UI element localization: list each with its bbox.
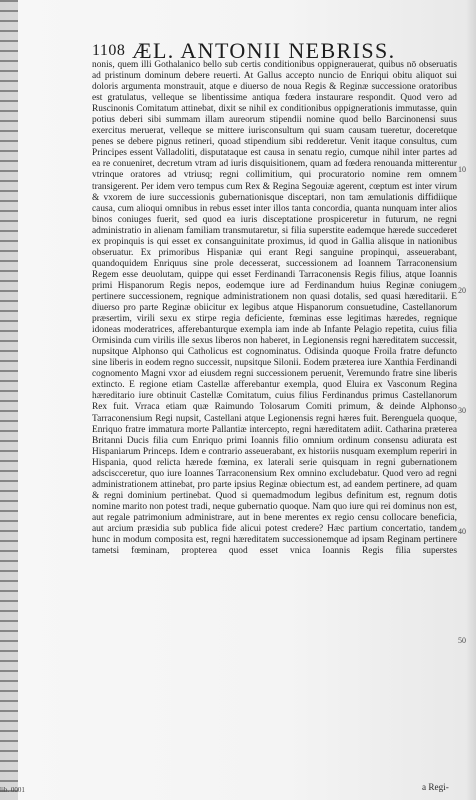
- page-number: 1108: [92, 42, 126, 59]
- text-line-22: pertinere successionem, regnique administrationem non quasi dotalis, sed quasi hæreditarii. E: [92, 291, 457, 302]
- running-header: [92, 38, 452, 62]
- text-line-21: primi Hispanorum Regis nepos, eodemque iure ad Ferdinandum huius Reginæ coniugem: [92, 280, 457, 291]
- margin-number-20: 20: [458, 286, 466, 295]
- text-line-48: [92, 579, 457, 590]
- text-line-34: Enriquo fratre immatura morte Pallantiæ intercepto, regni hæreditatem adiit. Catharina præterea: [92, 424, 457, 435]
- text-line-52: [92, 623, 457, 634]
- text-line-44: hunc in modum composita est, regni hæreditatem successionemque ad ipsam Reginam pertinere: [92, 535, 457, 546]
- text-line-16: administratio in alienam familiam transmutaretur, si filia superstite eademque hærede succederet: [92, 225, 457, 236]
- text-line-23: diuerso pro parte Reginæ obiicitur ex legibus atque Hispanorum consuetudine, Castellanorum: [92, 303, 457, 314]
- text-line-50: [92, 601, 457, 612]
- text-line-38: adsciscceretur, quo iure Ioannes Tarraconensium Rex omnino excludebatur. Quod vero ad regni: [92, 468, 457, 479]
- text-line-9: Principes essent Valladoliti, disputataque est causa in senatu regio, cumque nihil inter partes ad: [92, 148, 457, 159]
- text-line-57: [92, 679, 457, 690]
- text-line-40: & regni dominium pertinebat. Quod si quemadmodum legibus definitum est, regnum dotis: [92, 490, 457, 501]
- text-line-33: Tarraconensium Regi nupsit, Castellani atque Legionensis regni hæres fuit. Berenguela quoque,: [92, 413, 457, 424]
- text-line-39: administrationem attinebat, pro parte ipsius Reginæ obiectum est, ad eandem pertinere, ad quam: [92, 479, 457, 490]
- catchword: a Regi-: [422, 782, 449, 792]
- library-stamp: lib. 0001: [0, 786, 25, 794]
- text-line-63: [92, 745, 457, 756]
- text-line-35: Britanni Ducis filia cum Enriquo primi Ioannis filio omnium ordinum consensu adiurata est: [92, 435, 457, 446]
- text-line-8: penes se debere pignus retineri, quoad stipendium sibi redderetur. Venit itaque consultus, cum: [92, 137, 457, 148]
- text-line-18: obseruatur. Ex primoribus Hispaniæ qui erant Regi sanguine propinqui, asseuerabant,: [92, 247, 457, 258]
- text-line-65: [92, 767, 457, 778]
- text-line-6: potius deberi sibi summam illam aureorum stipendii nomine quod bello Barcinonensi suus: [92, 115, 457, 126]
- text-line-12: transigerent. Per idem vero tempus cum Rex & Regina Segouiæ agerent, cœptum est inter virum: [92, 181, 457, 192]
- text-line-41: nomine marito non potest tradi, neque gubernatio quoque. Nam quo iure qui rei dominus non est,: [92, 501, 457, 512]
- text-line-62: [92, 734, 457, 745]
- text-line-43: aut arcium præsidia sub publica fide alicui potest credere? Hæc partium concertatio, tandem: [92, 523, 457, 534]
- text-line-4: est gratulatus, velleque se libentissime antiqua fœdera instaurare respondit. Quod vero ad: [92, 93, 457, 104]
- text-line-30: extincto. E regione etiam Castellæ afferebantur exempla, quod Eluira ex Vasconum Regina: [92, 380, 457, 391]
- book-spine-shadow: [0, 0, 18, 800]
- text-line-5: Ruscinonis Comitatum attinebat, dixit se nihil ex conditionibus oppignerationis immutasse, quin: [92, 104, 457, 115]
- text-line-42: aut regale patrimonium administrare, aut in bene merentes ex regio censu collocare beneficia,: [92, 512, 457, 523]
- text-line-61: [92, 723, 457, 734]
- text-line-29: cognomento Magni vxor ad eiusdem regni successionem peruenit, Veremundo fratre sine liberis: [92, 369, 457, 380]
- margin-number-30: 30: [458, 406, 466, 415]
- text-line-15: binos coniuges fuerit, sed quod ea iuris disceptatione prospiceretur in futurum, ne regni: [92, 214, 457, 225]
- text-line-2: ad pristinum dominum debere reuerti. At Gallus accepto nuncio de Enriqui obitu aliquot sui: [92, 71, 457, 82]
- text-line-53: [92, 634, 457, 645]
- text-line-20: Regem esse deuolutam, quippe qui esset Ferdinandi Tarraconensis Regis filius, atque Ioannis: [92, 269, 457, 280]
- text-line-36: Hispaniarum Princeps. Idem e contrario asseuerabant, ex historiis nusquam exemplum reperiri in: [92, 446, 457, 457]
- text-line-55: [92, 657, 457, 668]
- text-line-19: quandoquidem Enriquus sine prole decesserat, successionem ad Ioannem Tarraconensium: [92, 258, 457, 269]
- text-line-13: & vxorem de iure successionis gubernationisque disceptari, non tam æmulationis diffidiique: [92, 192, 457, 203]
- text-line-26: Ormisinda cum virilis ille sexus liberos non haberet, in Legionensis regni hæreditatem successit,: [92, 336, 457, 347]
- text-line-59: [92, 701, 457, 712]
- text-line-56: [92, 668, 457, 679]
- text-line-10: ea re conueniret, decretum vtram ad iuris disquisitionem, quam ad fœdera renouanda mitterentur: [92, 159, 457, 170]
- text-line-25: idoneas moderatrices, afferebanturque exempla iam inde ab Infante Pelagio repetita, cuius filia: [92, 325, 457, 336]
- text-line-31: hæreditario iure obtinuit Castellæ Comitatum, cuius filius Ferdinandus primus Castellanorum: [92, 391, 457, 402]
- margin-number-40: 40: [458, 527, 466, 536]
- text-line-14: causa, cum alioqui omnibus in rebus esset inter illos tanta concordia, quanta nunquam inter alios: [92, 203, 457, 214]
- margin-number-50: 50: [458, 636, 466, 645]
- text-line-45: tametsi fœminam, propterea quod esset vnica Ioannis Regis filia superstes: [92, 546, 457, 557]
- text-line-27: nupsitque Alphonso qui Catholicus est cognominatus. Odisinda quoque Froila fratre defuncto: [92, 347, 457, 358]
- text-line-32: Rex fuit. Vrraca etiam quæ Raimundo Tolosarum Comiti primum, & deinde Alphonso: [92, 402, 457, 413]
- text-line-24: præsertim, virili sexu ex stirpe regia deficiente, fœminas esse legitimas hæredes, regnique: [92, 314, 457, 325]
- text-line-11: vtrinque oratores ad vtriusq; regni collimitium, qui procuratorio nomine rem omnem: [92, 170, 457, 181]
- text-line-1: nonis, quem illi Gothalanico bello sub certis conditionibus oppignerauerat, quibus nō obseruatis: [92, 60, 457, 70]
- text-line-28: sine liberis in eodem regno successit, nupsitque Silonii. Eodem præterea iure Xanthia Ferdinandi: [92, 358, 457, 369]
- text-line-17: ex propinquis is qui esset ex consanguinitate proximus, id quod in Gallia alisque in nationibus: [92, 236, 457, 247]
- page-edge-shadow: [466, 0, 476, 800]
- text-line-7: exercitus meruerat, velleque se mittere iurisconsultum qui suam causam tueretur, doceretque: [92, 126, 457, 137]
- text-line-58: [92, 690, 457, 701]
- margin-number-10: 10: [458, 165, 466, 174]
- text-line-60: [92, 712, 457, 723]
- running-title: ÆL. ANTONII NEBRISS.: [132, 38, 396, 63]
- text-line-3: doloris argumenta monstrauit, atque e diuerso de noua Regis & Reginæ successione oratoribus: [92, 82, 457, 93]
- text-line-47: [92, 568, 457, 579]
- text-line-46: [92, 557, 457, 568]
- text-line-37: Hispania, quod relicta hærede fœmina, ex laterali serie quisquam in regni gubernationem: [92, 457, 457, 468]
- text-line-64: [92, 756, 457, 767]
- text-line-54: [92, 645, 457, 656]
- text-line-49: [92, 590, 457, 601]
- text-line-51: [92, 612, 457, 623]
- main-text: [92, 60, 457, 778]
